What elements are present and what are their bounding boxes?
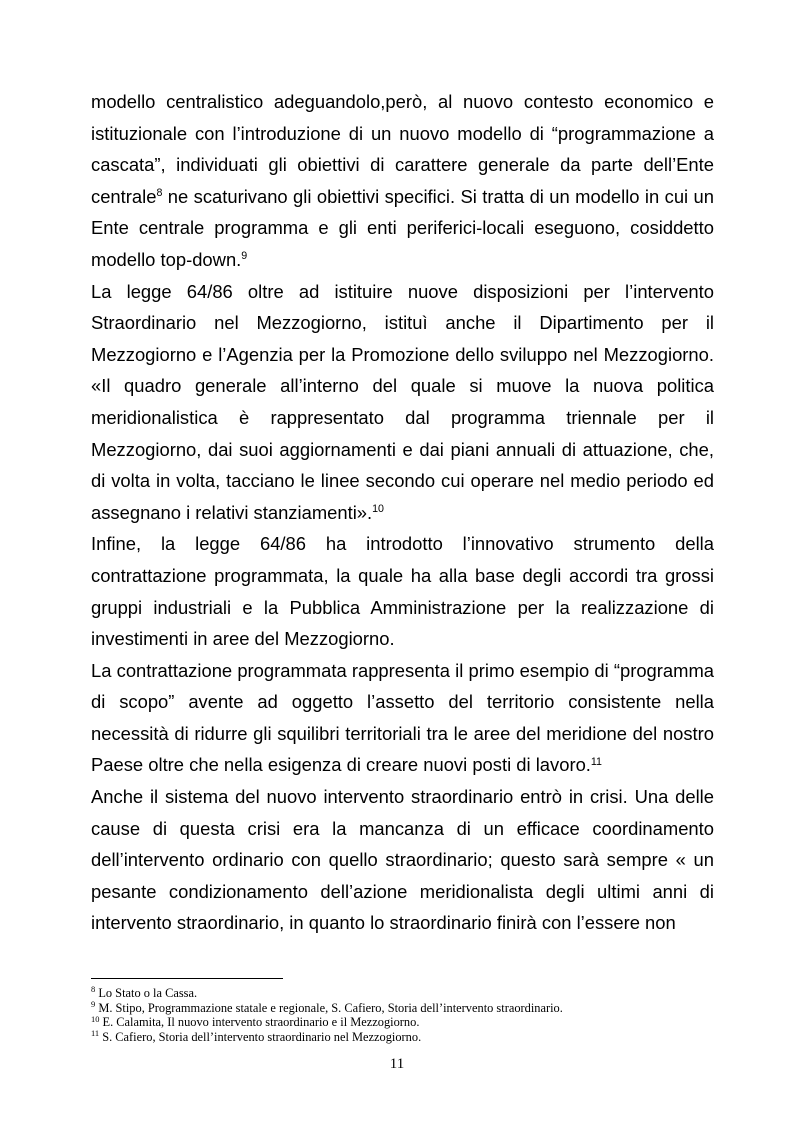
footnote-text: Lo Stato o la Cassa. — [95, 986, 198, 1000]
footnote-number: 9 — [91, 998, 96, 1009]
footnote-number: 10 — [91, 1013, 100, 1024]
footnote-marker: 10 — [372, 502, 384, 515]
paragraph — [91, 528, 714, 654]
footnote-marker: 8 — [156, 186, 163, 199]
paragraph-text: La legge 64/86 oltre ad istituire nuove disposizioni per l’intervento Straordinario nel Mezzogiorno, istituì anche il Dipartimento per il Mezzogiorno e l’Agenzia per la Promozione dello sviluppo nel Mezzogiorno. «Il quadro generale all’interno del quale si muove la nuova politica meridionalistica è rappresentato dal programma triennale per il Mezzogiorno, dai suoi aggiornamenti e dai piani annuali di attuazione, che, di volta in volta, tacciano le linee secondo cui operare nel medio periodo ed assegnano i relativi stanziamenti». — [91, 280, 714, 523]
footnote-number: 8 — [91, 984, 96, 995]
footnote-text: E. Calamita, Il nuovo intervento straordinario e il Mezzogiorno. — [99, 1015, 420, 1030]
paragraph — [91, 655, 714, 781]
paragraph — [91, 86, 714, 276]
footnote — [91, 986, 714, 1001]
footnotes — [91, 986, 714, 1044]
paragraph-text: Anche il sistema del nuovo intervento straordinario entrò in crisi. Una delle cause di questa crisi era la mancanza di un efficace coordinamento dell’intervento ordinario con quello straordinario; questo sarà sempre « un pesante condizionamento dell’azione meridionalista degli ultimi anni di intervento straordinario, in quanto lo straordinario finirà con l’essere non — [91, 786, 714, 934]
body-text — [91, 86, 714, 939]
paragraph — [91, 276, 714, 529]
footnote-text: M. Stipo, Programmazione statale e regionale, S. Cafiero, Storia dell’intervento straordinario. — [95, 1000, 563, 1015]
paragraph-text: La contrattazione programmata rappresenta il primo esempio di “programma di scopo” avente ad oggetto l’assetto del territorio consistente nella necessità di ridurre gli squilibri territoriali tra le aree del meridione del nostro Paese oltre che nella esigenza di creare nuovi posti di lavoro. — [91, 659, 714, 776]
footnote-marker: 11 — [590, 755, 602, 768]
paragraph-text: Infine, la legge 64/86 ha introdotto l’innovativo strumento della contrattazione programmata, la quale ha alla base degli accordi tra grossi gruppi industriali e la Pubblica Amministrazione per la realizzazione di investimenti in aree del Mezzogiorno. — [91, 533, 714, 650]
footnote — [91, 1030, 714, 1045]
footnote — [91, 998, 714, 1016]
paragraph — [91, 781, 714, 939]
paragraph-text: modello centralistico adeguandolo,però, al nuovo contesto economico e istituzionale con l’introduzione di un nuovo modello di “programmazione a cascata”, individuati gli obiettivi di carattere generale da parte dell’Ente centrale — [91, 91, 714, 207]
footnote-marker: 9 — [241, 250, 248, 263]
footnote-text: S. Cafiero, Storia dell’intervento straordinario nel Mezzogiorno. — [99, 1029, 422, 1044]
footnote-separator — [91, 978, 283, 979]
page-number: 11 — [389, 1056, 405, 1072]
footnote — [91, 1015, 714, 1030]
footnote-number: 11 — [91, 1028, 100, 1039]
paragraph-text: ne scaturivano gli obiettivi specifici. Si tratta di un modello in cui un Ente centrale programma e gli enti periferici-locali eseguono, cosiddetto modello top-down. — [91, 185, 714, 270]
